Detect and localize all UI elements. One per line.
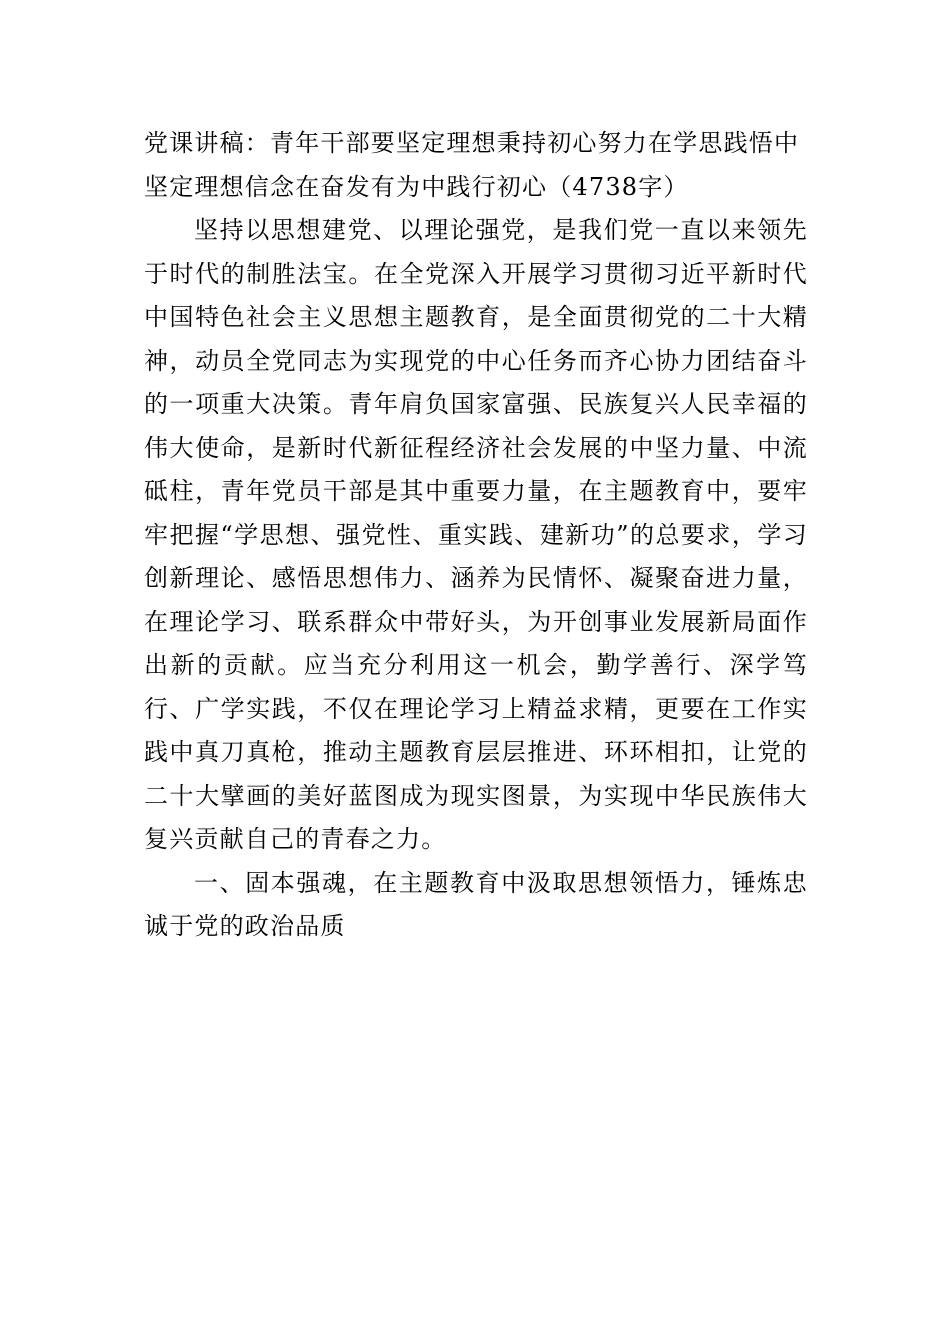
document-title: 党课讲稿：青年干部要坚定理想秉持初心努力在学思践悟中坚定理想信念在奋发有为中践行初心（4738字）: [144, 129, 800, 201]
intro-paragraph: 坚持以思想建党、以理论强党，是我们党一直以来领先于时代的制胜法宝。在全党深入开展学习贯彻习近平新时代中国特色社会主义思想主题教育，是全面贯彻党的二十大精神，动员全党同志为实现党的中心任务而齐心协力团结奋斗的一项重大决策。青年肩负国家富强、民族复兴人民幸福的伟大使命，是新时代新征程经济社会发展的中坚力量、中流砥柱，青年党员干部是其中重要力量，在主题教育中，要牢牢把握“学思想、强党性、重实践、建新功”的总要求，学习创新理论、感悟思想伟力、涵养为民情怀、凝聚奋进力量，在理论学习、联系群众中带好头，为开创事业发展新局面作出新的贡献。应当充分利用这一机会，勤学善行、深学笃行、广学实践，不仅在理论学习上精益求精，更要在工作实践中真刀真枪，推动主题教育层层推进、环环相扣，让党的二十大擘画的美好蓝图成为现实图景，为实现中华民族伟大复兴贡献自己的青春之力。: [144, 216, 808, 853]
section-heading-1: 一、固本强魂，在主题教育中汲取思想领悟力，锤炼忠诚于党的政治品质: [144, 868, 808, 940]
document-body: [144, 122, 808, 949]
